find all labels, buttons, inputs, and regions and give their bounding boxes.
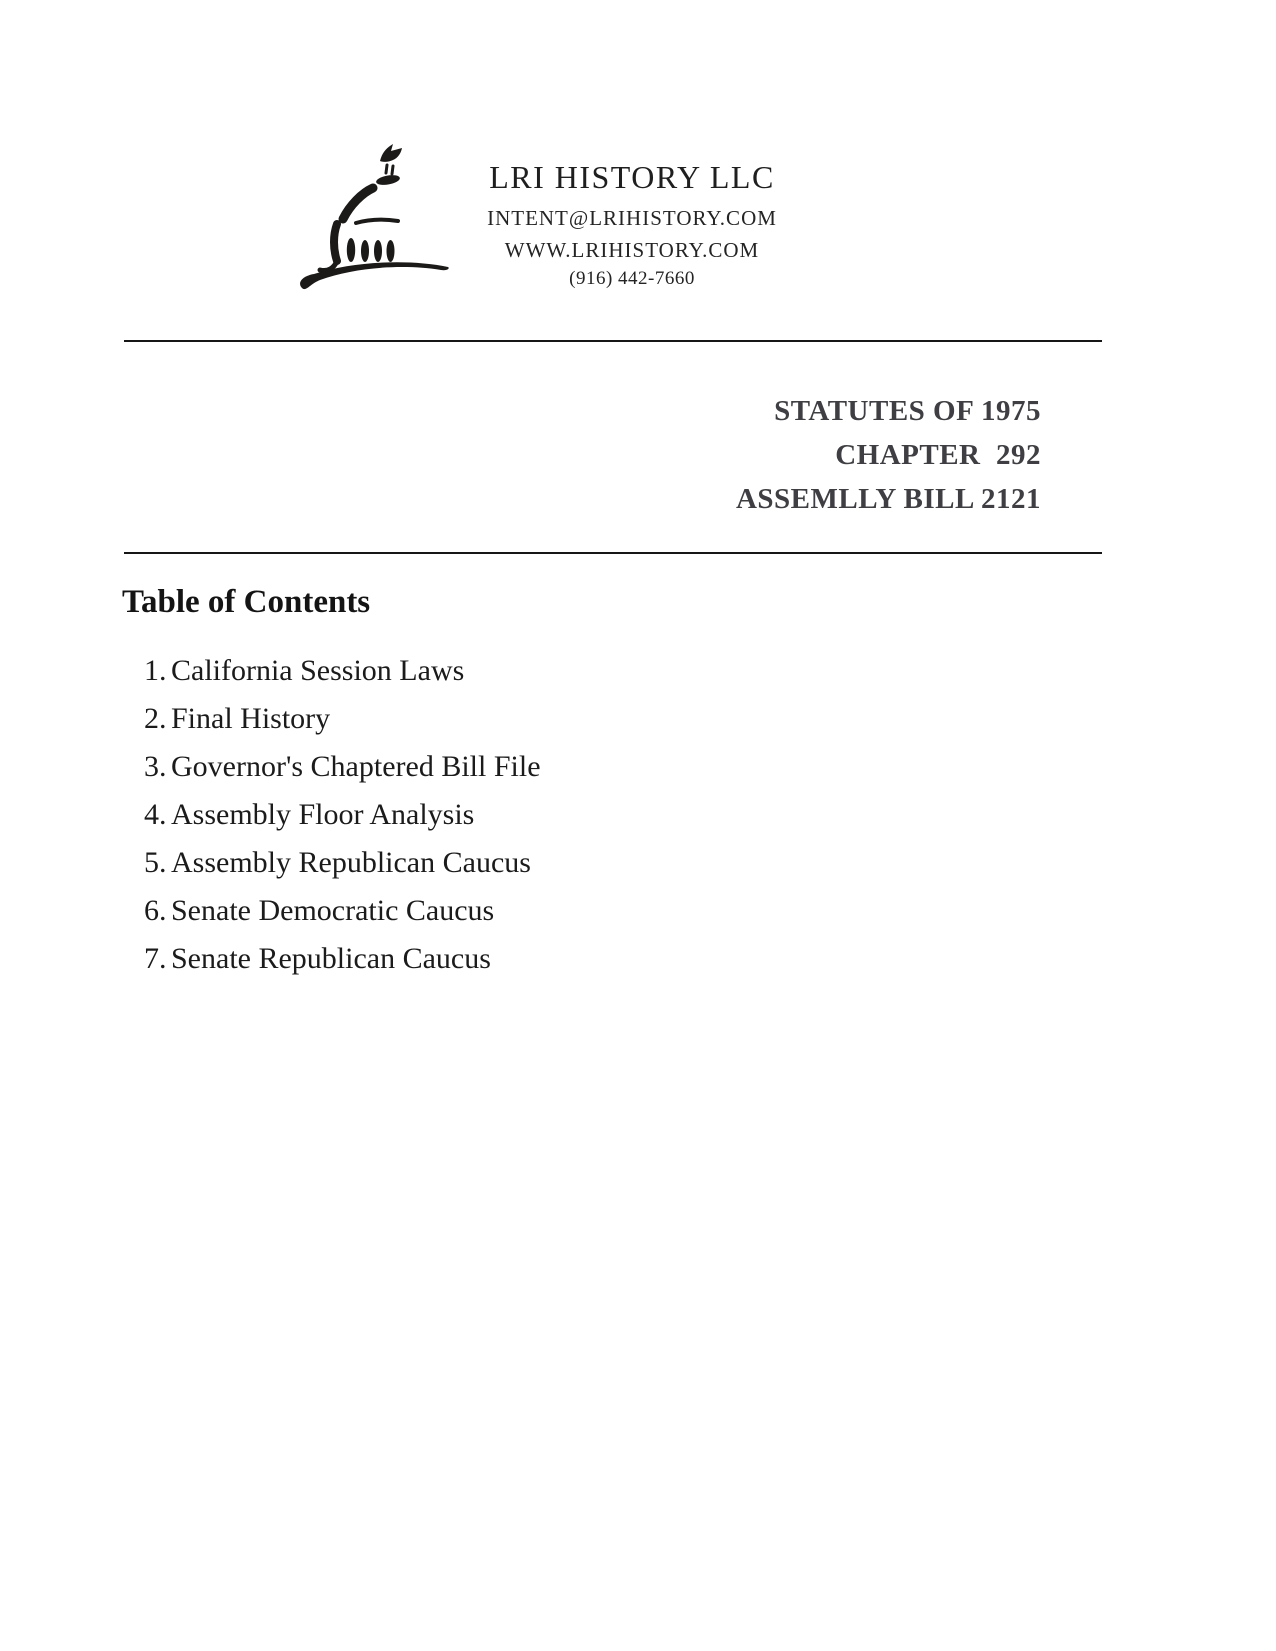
company-email: INTENT@LRIHISTORY.COM — [487, 206, 777, 230]
toc-item-number: 4. — [144, 798, 167, 831]
toc-item-number: 7. — [144, 942, 167, 975]
toc-item — [144, 749, 844, 785]
toc-item-label: Assembly Republican Caucus — [171, 846, 531, 879]
toc-heading: Table of Contents — [122, 584, 371, 620]
toc-item — [144, 701, 844, 737]
toc-item-label: Assembly Floor Analysis — [171, 798, 475, 831]
title-line-statutes: STATUTES OF 1975 — [774, 395, 1041, 427]
toc-item-number: 3. — [144, 750, 167, 783]
toc-item — [144, 941, 844, 977]
title-line-chapter: CHAPTER 292 — [835, 439, 1041, 471]
capitol-dome-logo-icon — [292, 122, 454, 292]
company-website: WWW.LRIHISTORY.COM — [504, 238, 760, 262]
toc-item-number: 1. — [144, 654, 167, 687]
toc-item — [144, 893, 844, 929]
company-name: LRI HISTORY LLC — [489, 159, 775, 195]
horizontal-divider-bottom — [124, 552, 1102, 554]
toc-item — [144, 797, 844, 833]
horizontal-divider-top — [124, 340, 1102, 342]
company-phone: (916) 442-7660 — [569, 268, 695, 289]
toc-item-label: California Session Laws — [171, 654, 465, 687]
toc-item-label: Final History — [171, 702, 331, 735]
toc-item — [144, 845, 844, 881]
toc-item-label: Governor's Chaptered Bill File — [171, 750, 541, 783]
toc-list — [144, 653, 844, 989]
toc-item — [144, 653, 844, 689]
document-title-block — [601, 389, 1041, 521]
toc-item-number: 5. — [144, 846, 167, 879]
toc-item-number: 6. — [144, 894, 167, 927]
toc-item-label: Senate Democratic Caucus — [171, 894, 495, 927]
toc-item-label: Senate Republican Caucus — [171, 942, 491, 975]
toc-item-number: 2. — [144, 702, 167, 735]
title-line-assembly-bill: ASSEMLLY BILL 2121 — [735, 483, 1041, 515]
